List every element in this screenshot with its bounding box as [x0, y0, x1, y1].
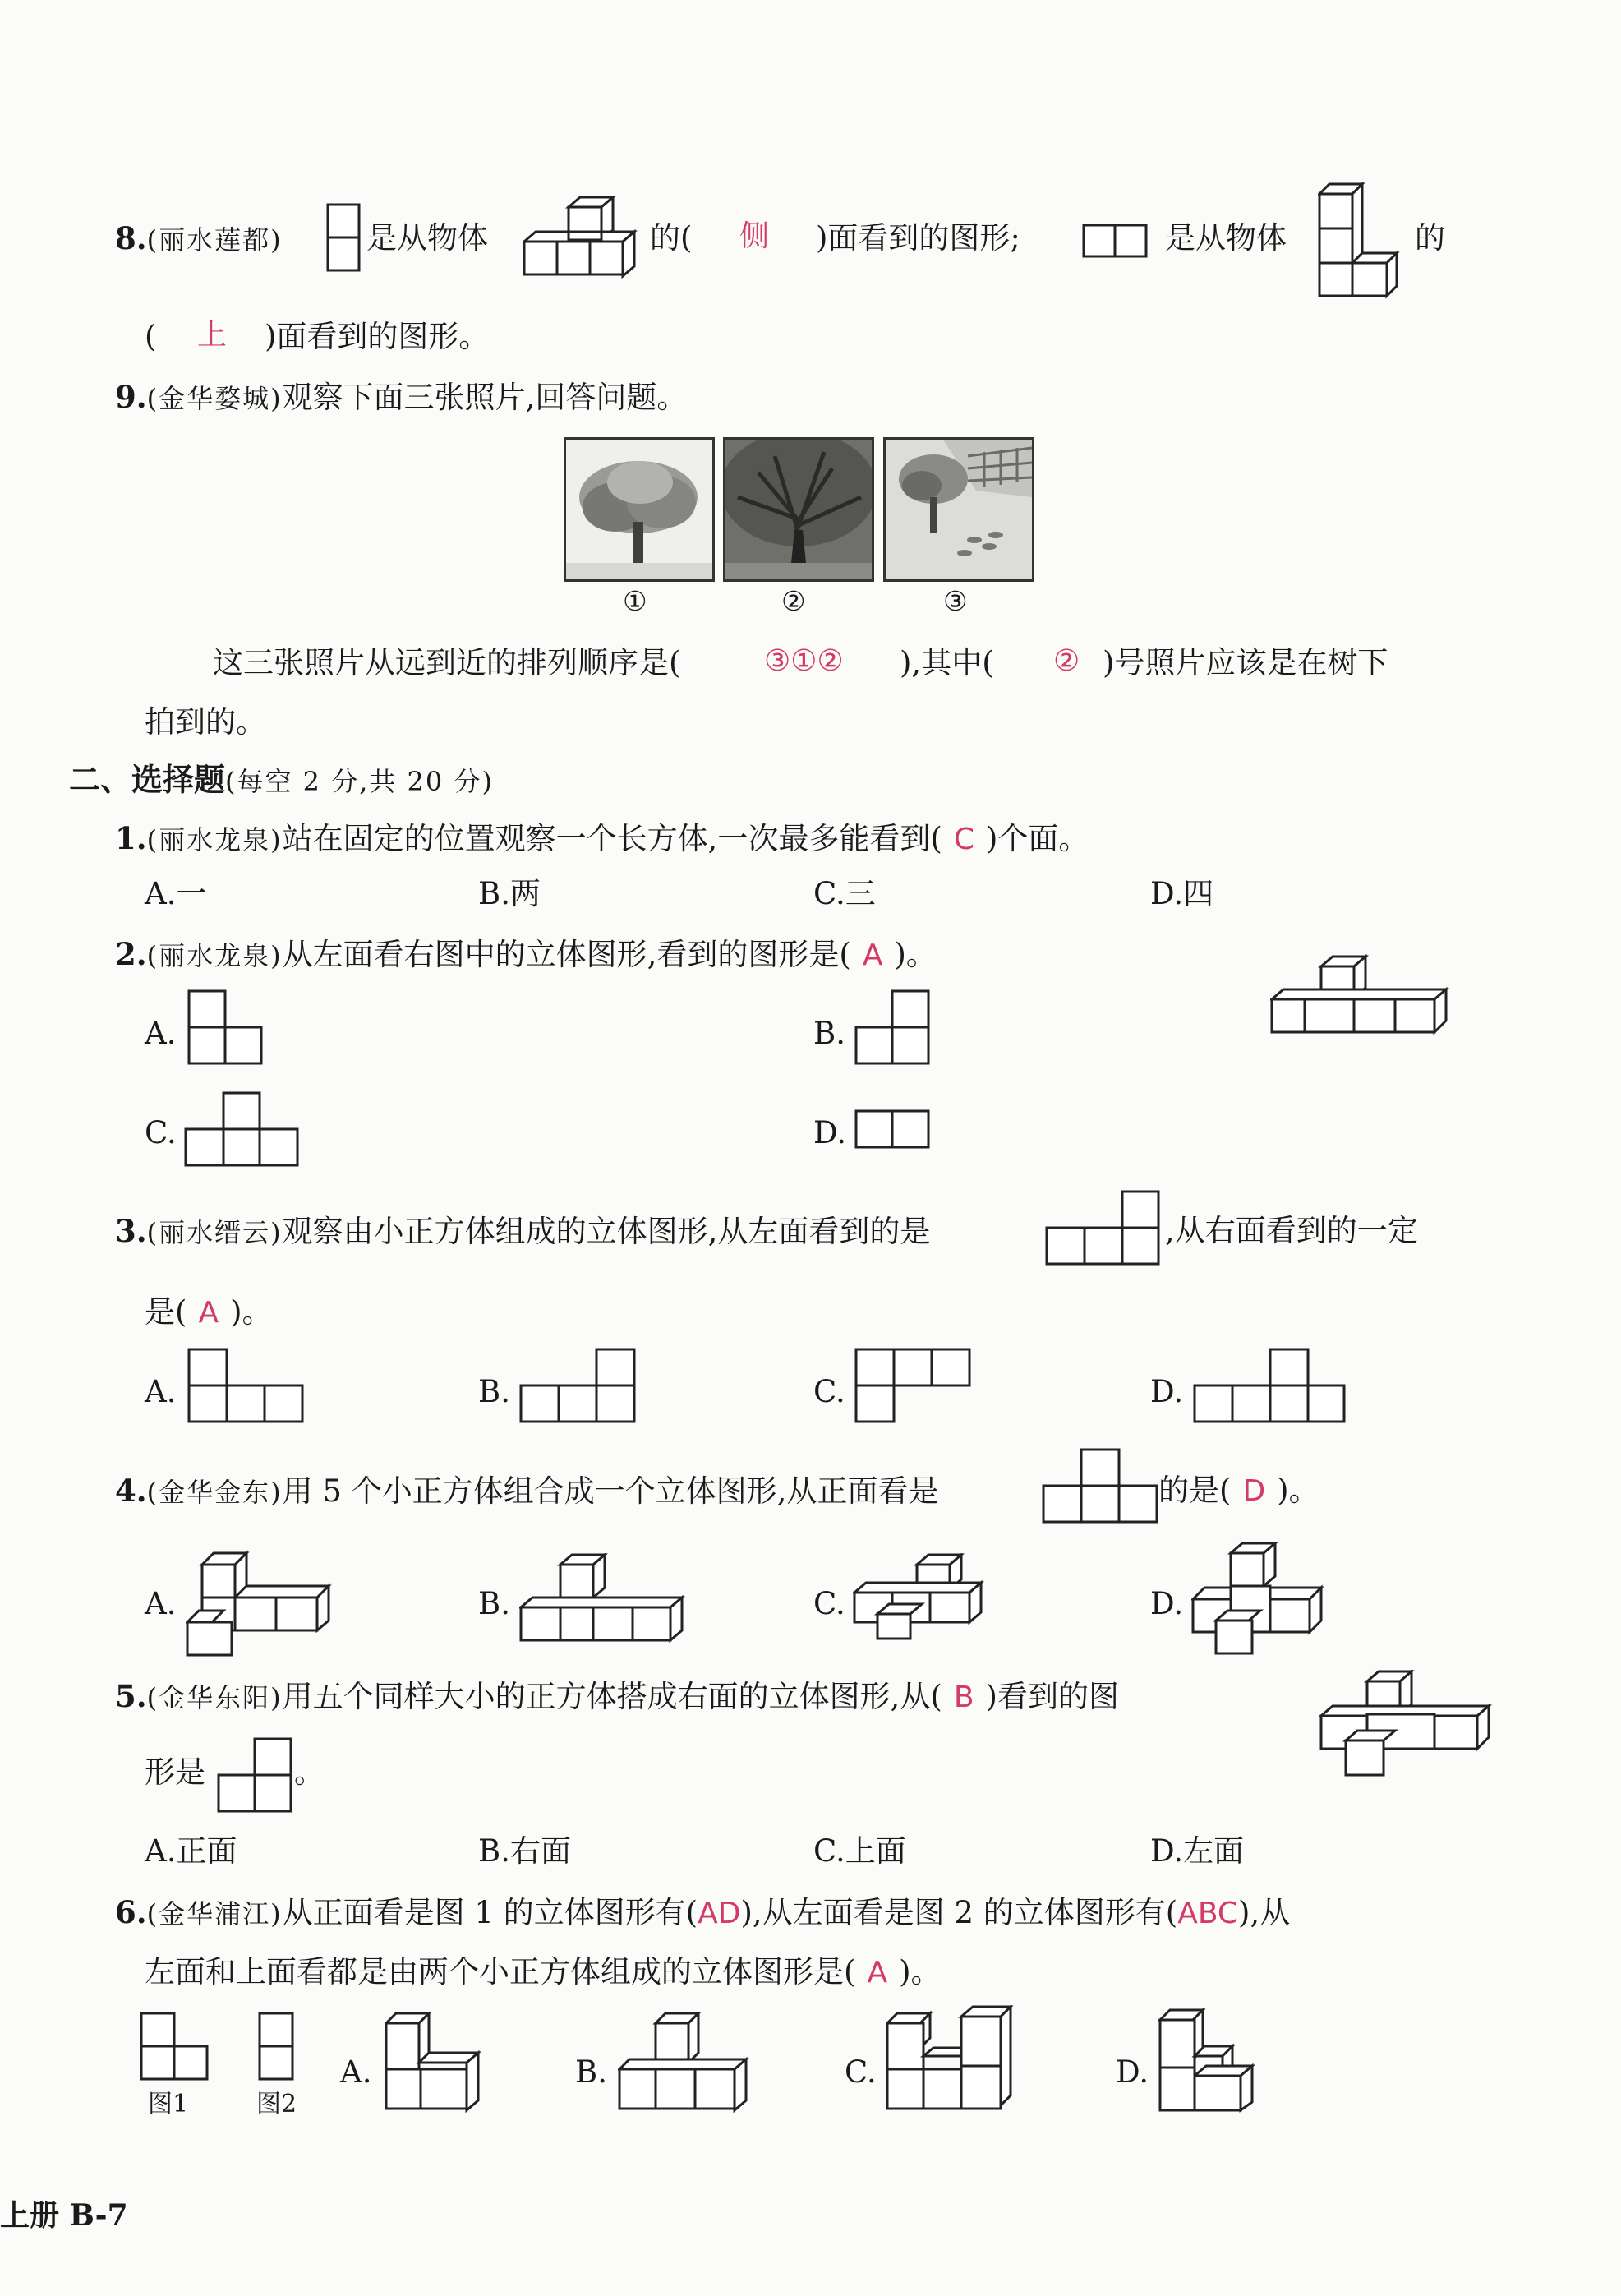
c3-label-b[interactable]: B. — [478, 1374, 510, 1409]
c6-option-a-figure[interactable] — [385, 2012, 483, 2114]
c1-option-b[interactable]: B.两 — [478, 876, 541, 911]
c1-question — [115, 820, 1089, 858]
c3-text-a: 观察由小正方体组成的立体图形,从左面看到的是 — [282, 1214, 931, 1249]
q8-answer2: 上 — [197, 318, 228, 352]
q9-source: (金华婺城) — [146, 383, 283, 414]
q8-text3: )面看到的图形; — [816, 220, 1020, 256]
c3-option-a-figure[interactable] — [187, 1348, 306, 1427]
q9-number: 9. — [115, 379, 147, 415]
c5-option-c[interactable]: C.上面 — [813, 1833, 906, 1869]
c4-source: (金华金东) — [146, 1477, 283, 1508]
section2-note: (每空 2 分,共 20 分) — [225, 766, 494, 797]
q8-text6: ( — [145, 319, 157, 354]
c6-text-e: )。 — [899, 1954, 942, 1989]
c5-answer: B — [953, 1681, 974, 1714]
c3-text-d: )。 — [230, 1294, 273, 1330]
photo-3-caption: ③ — [943, 585, 968, 617]
c3-label-a[interactable]: A. — [145, 1374, 177, 1409]
c6-option-d-figure[interactable] — [1158, 2008, 1257, 2114]
q8-text5: 的 — [1415, 220, 1445, 256]
c5-text-b: )看到的图 — [985, 1679, 1119, 1714]
c6-answer1: AD — [698, 1897, 741, 1930]
q8-view-two-stacked — [326, 203, 362, 274]
page-footer: 上册 B-7 — [0, 2198, 128, 2233]
q8-text7: )面看到的图形。 — [265, 319, 490, 354]
c3-label-d[interactable]: D. — [1150, 1374, 1184, 1409]
q8-source: (丽水莲都) — [146, 224, 283, 256]
c5-solid-figure — [1319, 1670, 1492, 1778]
c4-option-a-figure[interactable] — [186, 1545, 334, 1658]
c6-number: 6. — [115, 1894, 147, 1930]
c4-label-d[interactable]: D. — [1150, 1586, 1184, 1621]
q8-line1 — [115, 220, 283, 258]
c6-label-d[interactable]: D. — [1116, 2054, 1149, 2090]
c6-figure2-label: 图2 — [256, 2090, 297, 2118]
c4-question-a — [115, 1473, 938, 1510]
q9-sentence-c: )号照片应该是在树下 — [1103, 645, 1388, 680]
c6-source: (金华浦江) — [146, 1898, 283, 1929]
c1-source: (丽水龙泉) — [146, 824, 283, 855]
c4-option-d-figure[interactable] — [1191, 1542, 1326, 1657]
c2-option-d-figure[interactable] — [854, 1109, 937, 1152]
q8-text1: 是从物体 — [366, 220, 488, 256]
c4-label-a[interactable]: A. — [145, 1586, 177, 1621]
c6-question-line1 — [115, 1894, 1290, 1932]
c2-text-b: )。 — [894, 937, 937, 972]
c5-text-d: 。 — [294, 1754, 325, 1790]
tree-photo-near-building — [886, 440, 1032, 579]
c2-label-a[interactable]: A. — [145, 1016, 177, 1051]
c1-text-a: 站在固定的位置观察一个长方体,一次最多能看到( — [282, 821, 942, 856]
c6-figure2 — [258, 2012, 296, 2082]
c3-question-line2 — [145, 1294, 273, 1331]
c1-answer: C — [953, 823, 974, 856]
c3-option-d-figure[interactable] — [1193, 1348, 1347, 1427]
c5-source: (金华东阳) — [146, 1682, 283, 1713]
q9-text: 观察下面三张照片,回答问题。 — [282, 380, 688, 415]
c6-label-b[interactable]: B. — [575, 2054, 607, 2090]
c3-left-view-figure — [1045, 1190, 1163, 1269]
q9-sentence-a: 这三张照片从远到近的排列顺序是( — [213, 645, 681, 680]
c3-label-c[interactable]: C. — [813, 1374, 845, 1409]
c2-question — [115, 936, 937, 974]
q9-line1 — [115, 379, 687, 417]
c4-front-view-figure — [1042, 1448, 1160, 1527]
c6-question-line2 — [145, 1954, 942, 1991]
c6-figure1 — [140, 2012, 210, 2082]
section2-heading — [69, 762, 494, 800]
c3-question-line1 — [115, 1213, 930, 1251]
c4-text-c: )。 — [1277, 1473, 1319, 1508]
tree-photo-far — [566, 440, 712, 579]
c3-number: 3. — [115, 1213, 147, 1249]
c2-answer: A — [862, 938, 883, 972]
c1-option-a[interactable]: A.一 — [145, 876, 207, 911]
c1-text-b: )个面。 — [985, 821, 1089, 856]
section2-title: 二、选择题 — [69, 761, 226, 798]
q8-object2-figure — [1318, 182, 1400, 299]
c2-text-a: 从左面看右图中的立体图形,看到的图形是( — [282, 937, 851, 972]
c2-label-d[interactable]: D. — [813, 1115, 847, 1150]
q9-sentence-b: ),其中( — [900, 645, 994, 680]
photo-1 — [564, 437, 715, 582]
c3-answer: A — [198, 1296, 219, 1330]
c5-option-d[interactable]: D.左面 — [1150, 1833, 1245, 1869]
photo-2 — [723, 437, 874, 582]
c3-text-b: ,从右面看到的一定 — [1165, 1213, 1418, 1248]
c6-option-b-figure[interactable] — [618, 2012, 749, 2114]
q9-sentence-d: 拍到的。 — [145, 704, 266, 740]
c5-text-a: 用五个同样大小的正方体搭成右面的立体图形,从( — [282, 1679, 942, 1714]
c6-text-a: 从正面看是图 1 的立体图形有( — [282, 1895, 698, 1930]
c4-answer: D — [1242, 1474, 1266, 1508]
c2-number: 2. — [115, 936, 147, 972]
q9-answer1: ③①② — [764, 644, 844, 678]
q8-text2: 的( — [650, 220, 693, 256]
c3-option-c-figure[interactable] — [854, 1348, 973, 1427]
c5-option-b[interactable]: B.右面 — [478, 1833, 571, 1869]
photo-2-caption: ② — [781, 585, 806, 617]
c4-text-b: 的是( — [1158, 1473, 1232, 1508]
q8-object1-figure — [523, 196, 646, 281]
c5-view-figure — [217, 1737, 299, 1816]
c6-option-c-figure[interactable] — [886, 2005, 1020, 2114]
c3-source: (丽水缙云) — [146, 1217, 283, 1248]
q8-number: 8. — [115, 220, 147, 256]
q8-answer1: 侧 — [739, 219, 770, 253]
c1-number: 1. — [115, 820, 147, 856]
c6-figure1-label: 图1 — [148, 2090, 189, 2118]
c1-option-c[interactable]: C.三 — [813, 876, 876, 911]
c6-label-a[interactable]: A. — [340, 2054, 372, 2090]
c2-solid-figure — [1270, 932, 1451, 1039]
c6-text-d: 左面和上面看都是由两个小正方体组成的立体图形是( — [145, 1954, 856, 1989]
photo-1-caption: ① — [623, 585, 647, 617]
tree-photo-under — [725, 440, 872, 579]
c4-label-b[interactable]: B. — [478, 1586, 510, 1621]
c1-option-d[interactable]: D.四 — [1150, 876, 1214, 911]
c4-question-b — [1158, 1473, 1319, 1510]
c2-label-c[interactable]: C. — [145, 1115, 177, 1150]
c4-number: 4. — [115, 1473, 147, 1509]
q8-view-two-side — [1082, 224, 1151, 260]
c3-text-c: 是( — [145, 1294, 187, 1330]
q8-text4: 是从物体 — [1165, 220, 1287, 256]
c6-text-c: ),从 — [1238, 1895, 1291, 1930]
c6-text-b: ),从左面看是图 2 的立体图形有( — [740, 1895, 1178, 1930]
c4-label-c[interactable]: C. — [813, 1586, 845, 1621]
c6-label-c[interactable]: C. — [845, 2054, 877, 2090]
c4-text-a: 用 5 个小正方体组合成一个立体图形,从正面看是 — [282, 1473, 939, 1509]
c4-option-c-figure[interactable] — [853, 1553, 988, 1644]
c2-source: (丽水龙泉) — [146, 940, 283, 971]
c6-answer2: ABC — [1177, 1897, 1239, 1930]
c4-option-b-figure[interactable] — [519, 1553, 687, 1655]
c5-number: 5. — [115, 1678, 147, 1714]
c2-option-b-figure[interactable] — [854, 989, 937, 1068]
c6-answer3: A — [867, 1956, 888, 1989]
q9-answer2: ② — [1053, 644, 1080, 678]
c3-option-b-figure[interactable] — [519, 1348, 638, 1427]
c2-option-a-figure[interactable] — [187, 989, 269, 1068]
c5-option-a[interactable]: A.正面 — [145, 1833, 237, 1869]
c5-text-c: 形是 — [145, 1754, 205, 1790]
c2-label-b[interactable]: B. — [813, 1016, 845, 1051]
c5-question-a — [115, 1678, 1119, 1716]
c2-option-c-figure[interactable] — [184, 1091, 302, 1170]
photo-3 — [883, 437, 1034, 582]
